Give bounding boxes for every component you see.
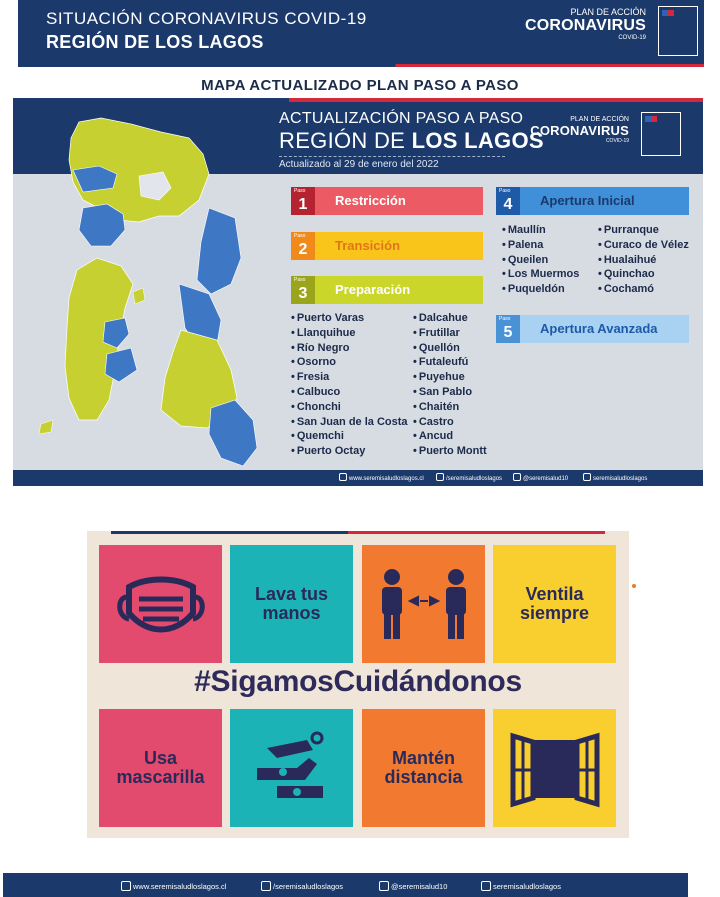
list-item: • Chaitén [413, 400, 487, 415]
list-item: • Purranque [598, 223, 689, 238]
tile-manten-distancia [362, 709, 485, 827]
infographic-footer [13, 470, 703, 486]
list-item: • Queilen [502, 253, 579, 268]
paso-3-tag: Paso [294, 277, 306, 283]
list-item: • Osorno [291, 355, 408, 370]
plan-accion-logo [486, 7, 646, 41]
tile-window [493, 709, 616, 827]
list-item: • Chonchi [291, 400, 408, 415]
list-item: • Quellón [413, 341, 487, 356]
hashtag: #SigamosCuidándonos [194, 665, 522, 698]
mask-icon [113, 569, 209, 639]
facebook-link[interactable]: /seremisaludloslagos [261, 881, 343, 891]
paso-3-communes-col1 [291, 311, 408, 459]
campaign-accent-line [111, 531, 605, 534]
top-header [18, 0, 704, 64]
paso-1-tag: Paso [294, 188, 306, 194]
updated-date: Actualizado al 29 de enero del 2022 [279, 159, 439, 170]
facebook-icon [261, 881, 271, 891]
paso-1-label: Restricción [315, 187, 483, 215]
map-island-2 [133, 288, 145, 304]
list-item: • Quemchi [291, 429, 408, 444]
paso-4-label: Apertura Inicial [520, 187, 689, 215]
page-footer [3, 873, 688, 897]
infographic-title-line2: REGIÓN DE LOS LAGOS [279, 128, 544, 153]
instagram-icon [583, 473, 591, 481]
twitter-link[interactable]: @seremisalud10 [379, 881, 447, 891]
list-item: • Dalcahue [413, 311, 487, 326]
list-item: • Castro [413, 415, 487, 430]
tile-mascarilla [99, 709, 222, 827]
tile-ventila [493, 545, 616, 663]
paso-5-label: Apertura Avanzada [520, 315, 689, 343]
map-chiloe-blue-2 [105, 348, 137, 382]
paso-2-label: Transición [315, 232, 483, 260]
region-map [21, 108, 267, 470]
list-item: • Puyehue [413, 370, 487, 385]
tile-lava-manos [230, 545, 353, 663]
paso-3-number: 3 [291, 276, 315, 304]
plan-logo-tiny-text: COVID-19 [618, 35, 646, 41]
banner-government-logo [641, 112, 681, 156]
paso-4-communes-col1 [502, 223, 579, 297]
list-item: • Puerto Montt [413, 444, 487, 459]
infographic-title-line1: ACTUALIZACIÓN PASO A PASO [279, 110, 524, 127]
plan-logo-small-text: PLAN DE ACCIÓN [570, 7, 646, 17]
list-item: • Quinchao [598, 267, 689, 282]
paso-4-number: 4 [496, 187, 520, 215]
banner-divider [279, 156, 505, 157]
header-title-line1: SITUACIÓN CORONAVIRUS COVID-19 [46, 9, 367, 28]
tile-handwash [230, 709, 353, 827]
distance-icon [374, 565, 474, 643]
paso-4-tag: Paso [499, 188, 511, 194]
paso-4-communes-col2 [598, 223, 689, 297]
web-link[interactable]: www.seremisaludloslagos.cl [339, 473, 424, 482]
twitter-icon [379, 881, 389, 891]
paso-a-paso-infographic [13, 98, 703, 486]
list-item: • Río Negro [291, 341, 408, 356]
window-icon [507, 726, 603, 810]
map-title: MAPA ACTUALIZADO PLAN PASO A PASO [201, 77, 519, 94]
tile-distance [362, 545, 485, 663]
map-east-blue [197, 208, 241, 294]
map-island [39, 420, 53, 434]
list-item: • Puerto Varas [291, 311, 408, 326]
list-item: • Calbuco [291, 385, 408, 400]
paso-4-apertura-inicial [496, 187, 689, 215]
tile-mask [99, 545, 222, 663]
header-accent-line [18, 64, 704, 67]
government-logo [658, 6, 698, 56]
list-item: • Llanquihue [291, 326, 408, 341]
list-item: • Frutillar [413, 326, 487, 341]
handwash-icon [247, 728, 337, 808]
twitter-icon [513, 473, 521, 481]
instagram-icon [481, 881, 491, 891]
list-item: • Puerto Octay [291, 444, 408, 459]
facebook-link[interactable]: /seremisaludloslagos [436, 473, 502, 482]
banner-plan-logo: PLAN DE ACCIÓN CORONAVIRUS COVID-19 [530, 116, 629, 144]
mascarilla-text: Usa mascarilla [116, 748, 205, 787]
list-item: • Los Muermos [502, 267, 579, 282]
paso-5-apertura-avanzada [496, 315, 689, 343]
paso-5-tag: Paso [499, 316, 511, 322]
map-chiloe-blue [103, 318, 129, 348]
list-item: • Puqueldón [502, 282, 579, 297]
web-link[interactable]: www.seremisaludloslagos.cl [121, 881, 226, 891]
instagram-link[interactable]: seremisaludloslagos [583, 473, 647, 482]
paso-3-preparacion [291, 276, 483, 304]
campaign-graphic [87, 531, 629, 838]
list-item: • Maullín [502, 223, 579, 238]
list-item: • San Pablo [413, 385, 487, 400]
header-title-line2: REGIÓN DE LOS LAGOS [46, 32, 264, 52]
paso-3-communes-col2 [413, 311, 487, 459]
paso-3-label: Preparación [315, 276, 483, 304]
list-item: • Palena [502, 238, 579, 253]
manten-distancia-text: Mantén distancia [384, 748, 463, 787]
list-item: • Hualaihué [598, 253, 689, 268]
decorative-dot [632, 584, 636, 588]
lava-manos-text: Lava tus manos [254, 584, 329, 623]
twitter-link[interactable]: @seremisalud10 [513, 473, 568, 482]
paso-2-transicion [291, 232, 483, 260]
list-item: • Fresia [291, 370, 408, 385]
plan-logo-big-text: CORONAVIRUS [524, 17, 646, 34]
ventila-text: Ventila siempre [519, 584, 590, 623]
paso-1-number: 1 [291, 187, 315, 215]
instagram-link[interactable]: seremisaludloslagos [481, 881, 561, 891]
paso-1-restriccion [291, 187, 483, 215]
facebook-icon [436, 473, 444, 481]
list-item: • Curaco de Vélez [598, 238, 689, 253]
web-icon [121, 881, 131, 891]
paso-2-number: 2 [291, 232, 315, 260]
list-item: • San Juan de la Costa [291, 415, 408, 430]
list-item: • Ancud [413, 429, 487, 444]
web-icon [339, 473, 347, 481]
paso-5-number: 5 [496, 315, 520, 343]
map-palena-blue [209, 400, 257, 466]
list-item: • Futaleufú [413, 355, 487, 370]
list-item: • Cochamó [598, 282, 689, 297]
paso-2-tag: Paso [294, 233, 306, 239]
